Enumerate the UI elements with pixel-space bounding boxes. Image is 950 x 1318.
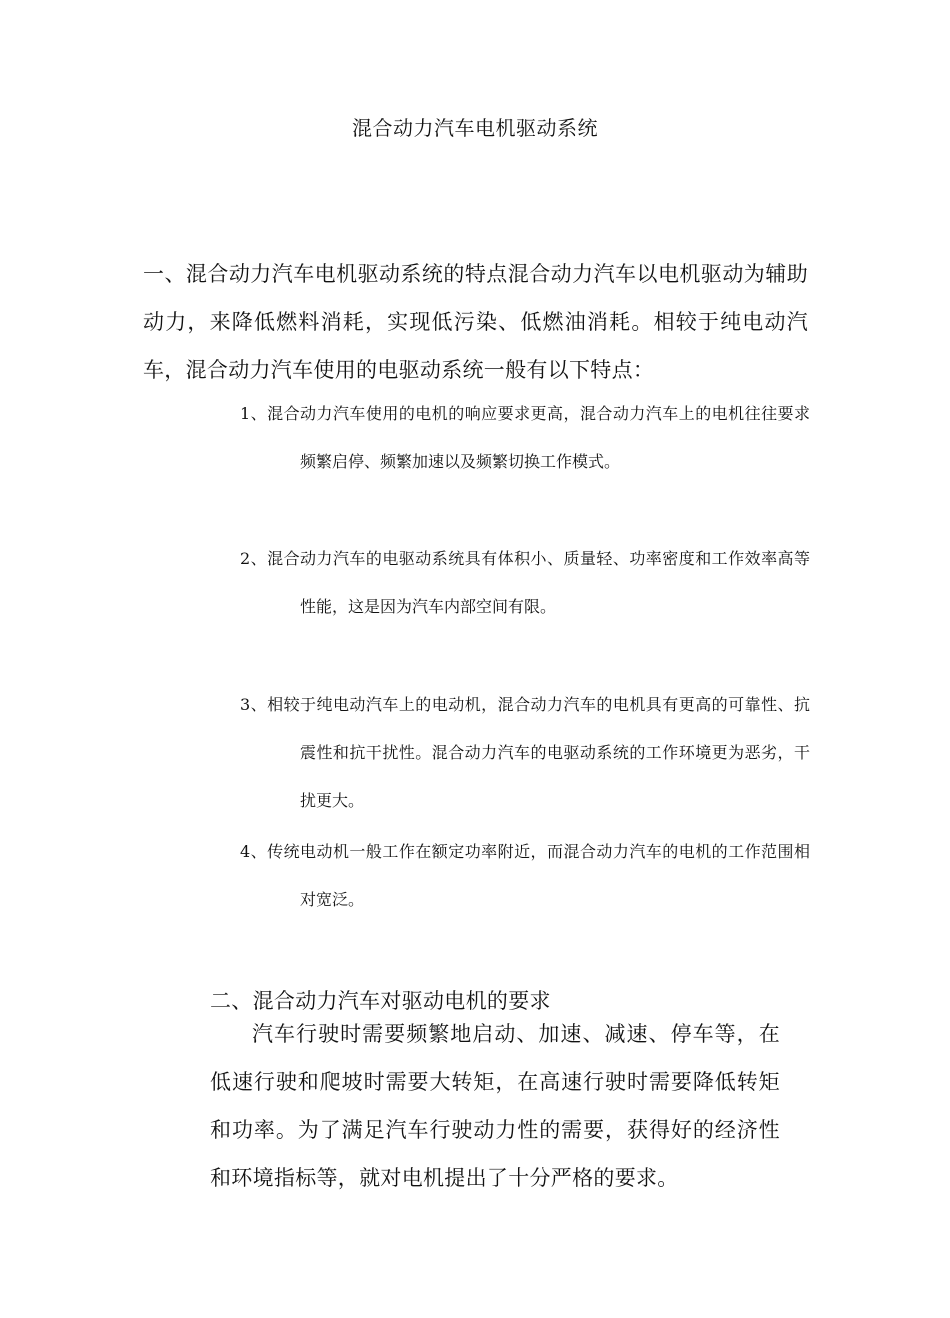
document-title: 混合动力汽车电机驱动系统 — [352, 116, 598, 140]
list-item-4: 4、传统电动机一般工作在额定功率附近，而混合动力汽车的电机的工作范围相对宽泛。 — [240, 842, 810, 909]
section2-body-paragraph: 汽车行驶时需要频繁地启动、加速、减速、停车等，在低速行驶和爬坡时需要大转矩，在高速行驶时需要降低转矩和功率。为了满足汽车行驶动力性的需要，获得好的经济性和环境指标等，就对电机提出了十分严格的要求。 — [210, 1022, 780, 1190]
list-item-1: 1、混合动力汽车使用的电机的响应要求更高，混合动力汽车上的电机往往要求频繁启停、频繁加速以及频繁切换工作模式。 — [240, 404, 810, 471]
section1-intro-paragraph: 一、混合动力汽车电机驱动系统的特点混合动力汽车以电机驱动为辅助动力，来降低燃料消耗，实现低污染、低燃油消耗。相较于纯电动汽车，混合动力汽车使用的电驱动系统一般有以下特点： — [143, 262, 808, 382]
list-item-2: 2、混合动力汽车的电驱动系统具有体积小、质量轻、功率密度和工作效率高等性能，这是因为汽车内部空间有限。 — [240, 549, 810, 616]
list-item-3: 3、相较于纯电动汽车上的电动机，混合动力汽车的电机具有更高的可靠性、抗震性和抗干扰性。混合动力汽车的电驱动系统的工作环境更为恶劣，干扰更大。 — [240, 695, 810, 810]
section2-heading: 二、混合动力汽车对驱动电机的要求 — [210, 989, 551, 1013]
